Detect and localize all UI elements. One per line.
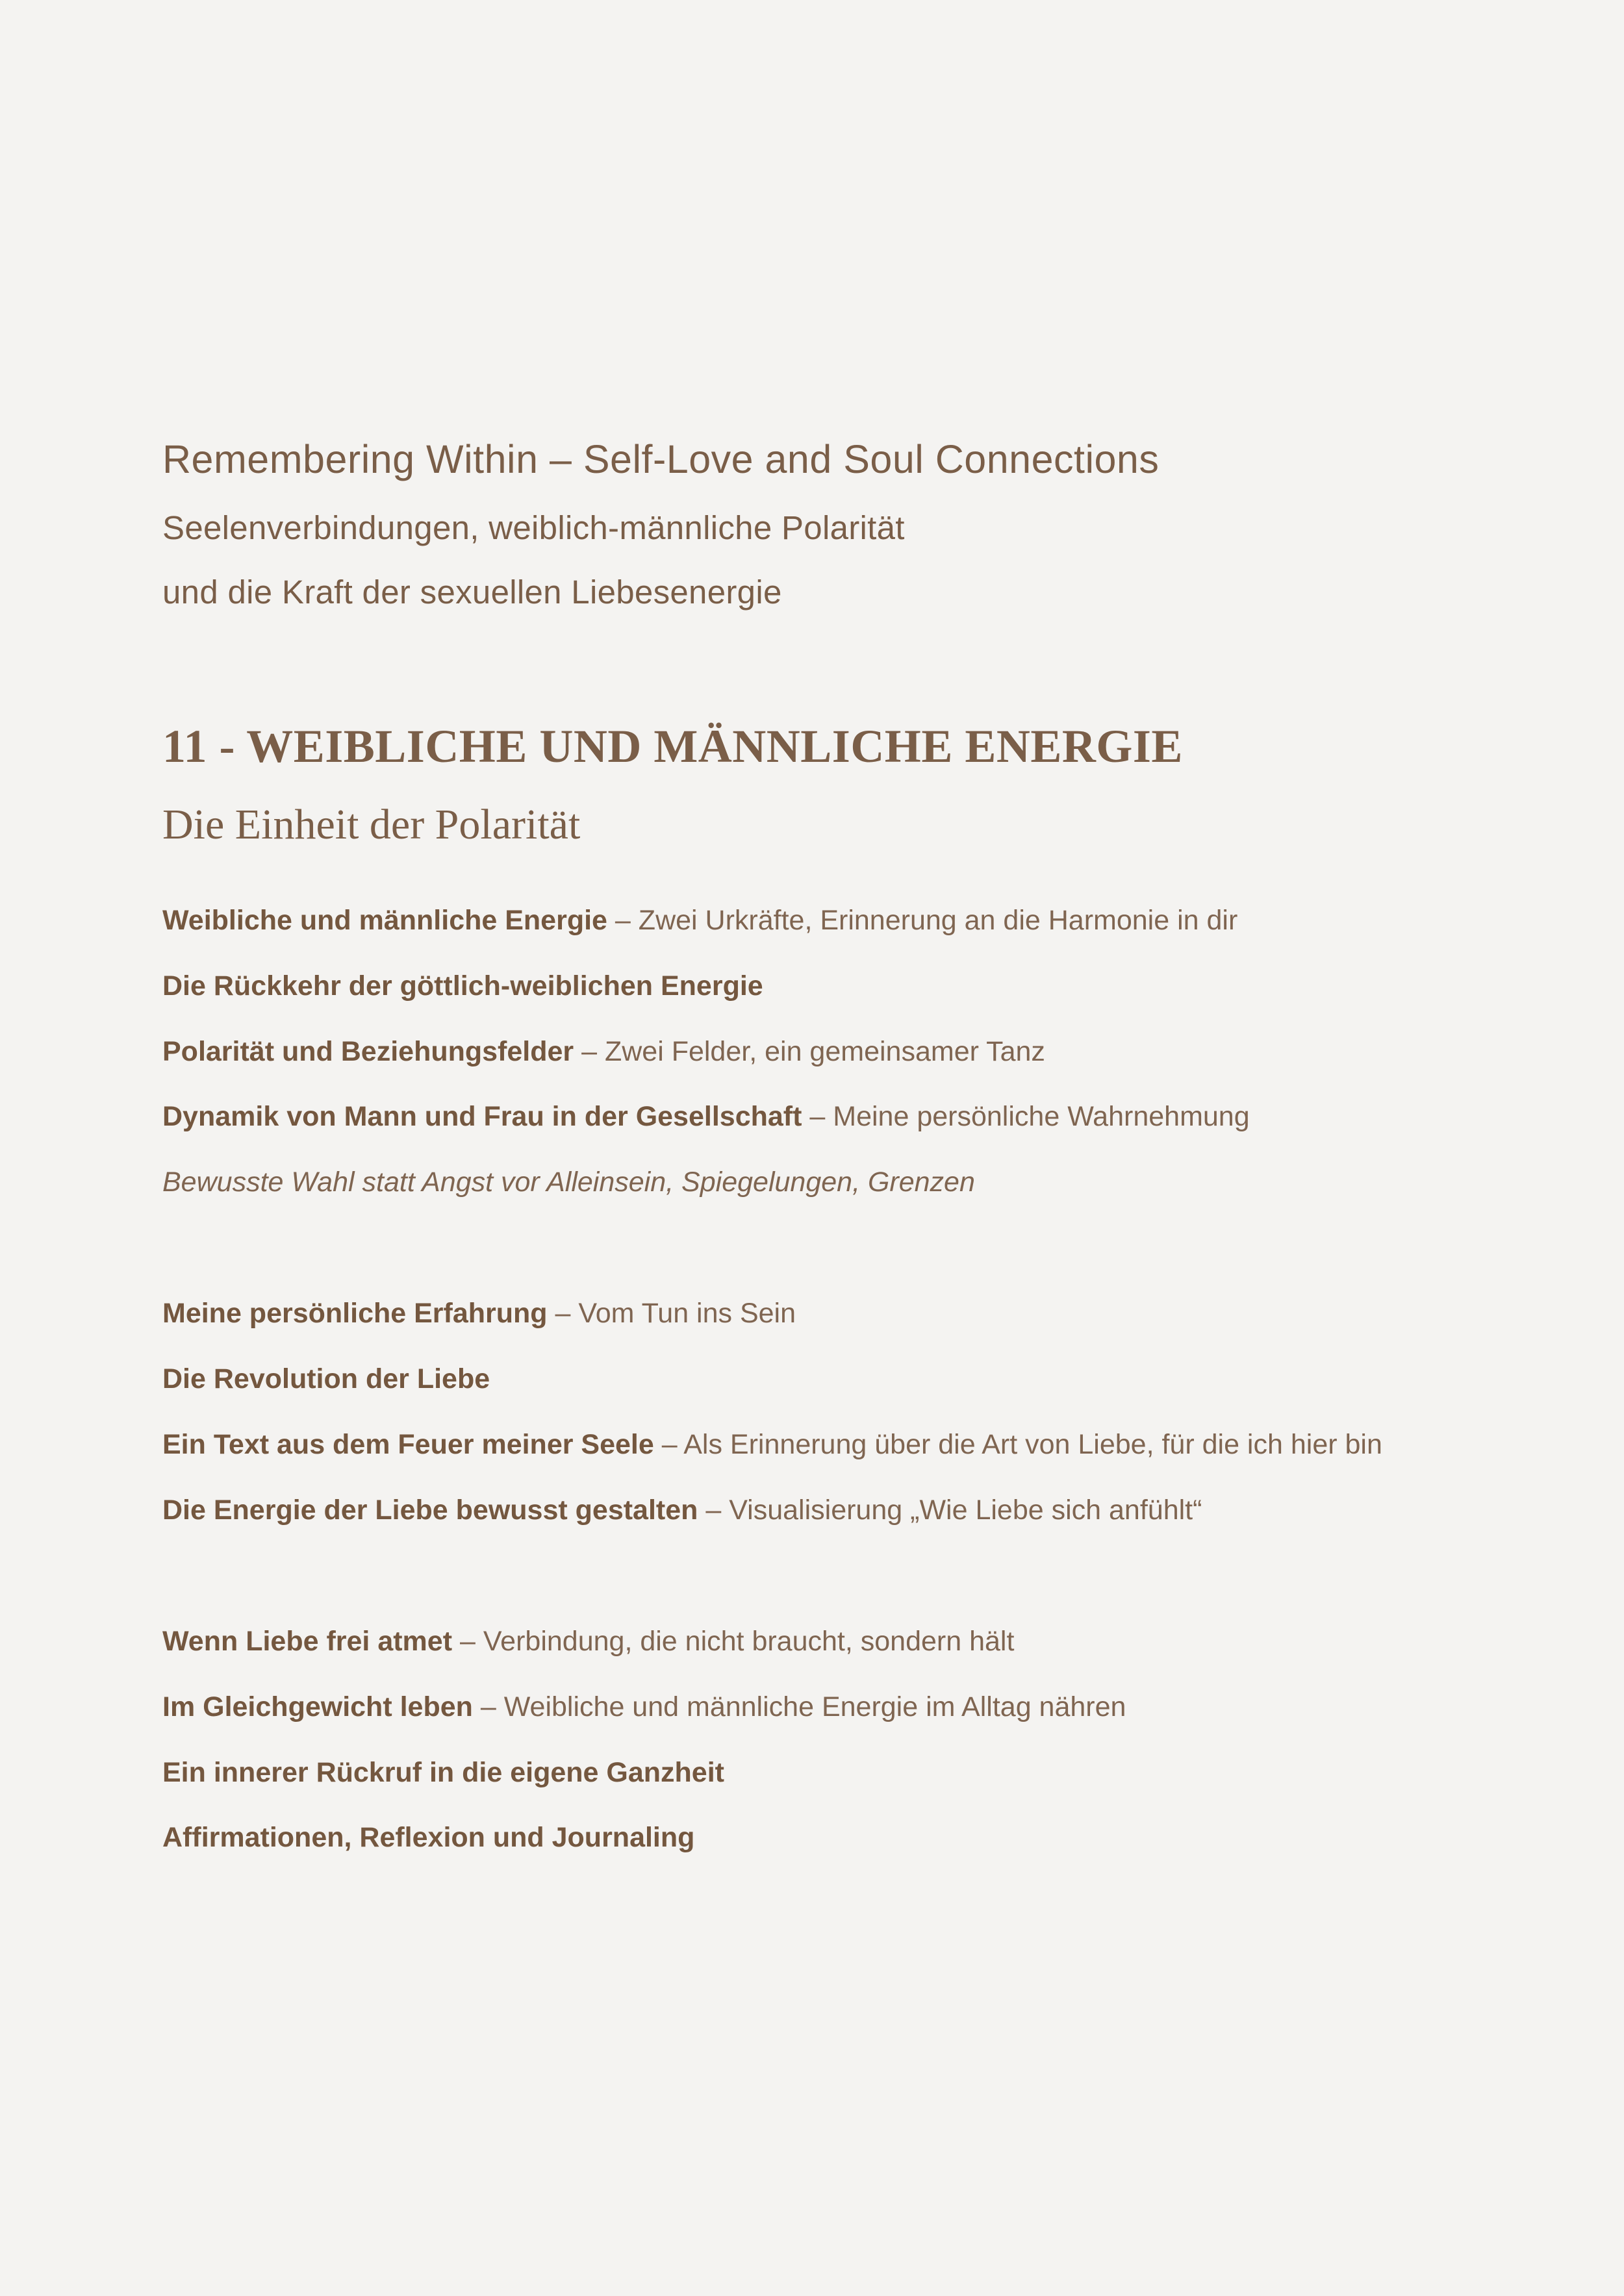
toc-entry-description: Verbindung, die nicht braucht, sondern hält: [483, 1626, 1015, 1657]
toc-separator: –: [615, 905, 631, 936]
toc-entry-title: Wenn Liebe frei atmet: [162, 1626, 453, 1657]
toc-entry-revolution: [162, 1363, 490, 1395]
toc-entry-description: Visualisierung „Wie Liebe sich anfühlt“: [729, 1495, 1202, 1526]
toc-entry-description: Als Erinnerung über die Art von Liebe, für die ich hier bin: [683, 1429, 1382, 1460]
toc-entry-weibliche-maennliche-energie: [162, 905, 1237, 937]
toc-entry-rueckkehr: [162, 970, 763, 1002]
toc-separator: –: [480, 1691, 496, 1722]
toc-entry-title: Die Revolution der Liebe: [162, 1363, 490, 1394]
toc-entry-title: Ein innerer Rückruf in die eigene Ganzheit: [162, 1757, 724, 1788]
chapter-subtitle: Die Einheit der Polarität: [162, 801, 581, 848]
toc-entry-title: Weibliche und männliche Energie: [162, 905, 607, 936]
toc-separator: –: [581, 1036, 598, 1067]
toc-entry-rueckruf: [162, 1757, 724, 1789]
toc-separator: –: [705, 1495, 722, 1526]
toc-separator: –: [555, 1298, 571, 1329]
toc-entry-energie-der-liebe: [162, 1495, 1202, 1526]
toc-entry-description: Weibliche und männliche Energie im Alltag nähren: [503, 1691, 1126, 1722]
toc-entry-polaritaet: [162, 1036, 1045, 1068]
book-title: Remembering Within – Self-Love and Soul Connections: [162, 437, 1160, 481]
toc-entry-feuer-der-seele: [162, 1429, 1382, 1461]
toc-entry-title: Ein Text aus dem Feuer meiner Seele: [162, 1429, 654, 1460]
toc-separator: –: [459, 1626, 476, 1657]
toc-entry-description: Vom Tun ins Sein: [578, 1298, 796, 1329]
toc-entry-bewusste-wahl: Bewusste Wahl statt Angst vor Alleinsein, Spiegelungen, Grenzen: [162, 1167, 975, 1198]
toc-entry-title: Die Energie der Liebe bewusst gestalten: [162, 1495, 698, 1526]
toc-entry-gleichgewicht: [162, 1691, 1126, 1723]
toc-entry-dynamik: [162, 1101, 1250, 1133]
toc-entry-title: Meine persönliche Erfahrung: [162, 1298, 548, 1329]
book-subtitle-line-2: und die Kraft der sexuellen Liebesenergie: [162, 574, 782, 611]
toc-entry-description: Zwei Urkräfte, Erinnerung an die Harmonie in dir: [638, 905, 1238, 936]
toc-entry-affirmationen: [162, 1822, 694, 1854]
toc-entry-persoenliche-erfahrung: [162, 1298, 796, 1330]
toc-entry-description: Meine persönliche Wahrnehmung: [833, 1101, 1250, 1132]
document-page: [162, 0, 1527, 2296]
toc-entry-liebe-frei: [162, 1626, 1014, 1658]
toc-entry-title: Polarität und Beziehungsfelder: [162, 1036, 574, 1067]
toc-entry-title: Dynamik von Mann und Frau in der Gesellschaft: [162, 1101, 802, 1132]
book-subtitle-line-1: Seelenverbindungen, weiblich-männliche Polarität: [162, 509, 905, 546]
toc-entry-title: Die Rückkehr der göttlich-weiblichen Energie: [162, 970, 763, 1002]
toc-entry-title: Im Gleichgewicht leben: [162, 1691, 473, 1722]
chapter-title: 11 - WEIBLICHE UND MÄNNLICHE ENERGIE: [162, 720, 1183, 772]
toc-separator: –: [809, 1101, 826, 1132]
toc-separator: –: [661, 1429, 678, 1460]
toc-entry-description: Zwei Felder, ein gemeinsamer Tanz: [604, 1036, 1045, 1067]
toc-entry-title: Affirmationen, Reflexion und Journaling: [162, 1822, 695, 1853]
